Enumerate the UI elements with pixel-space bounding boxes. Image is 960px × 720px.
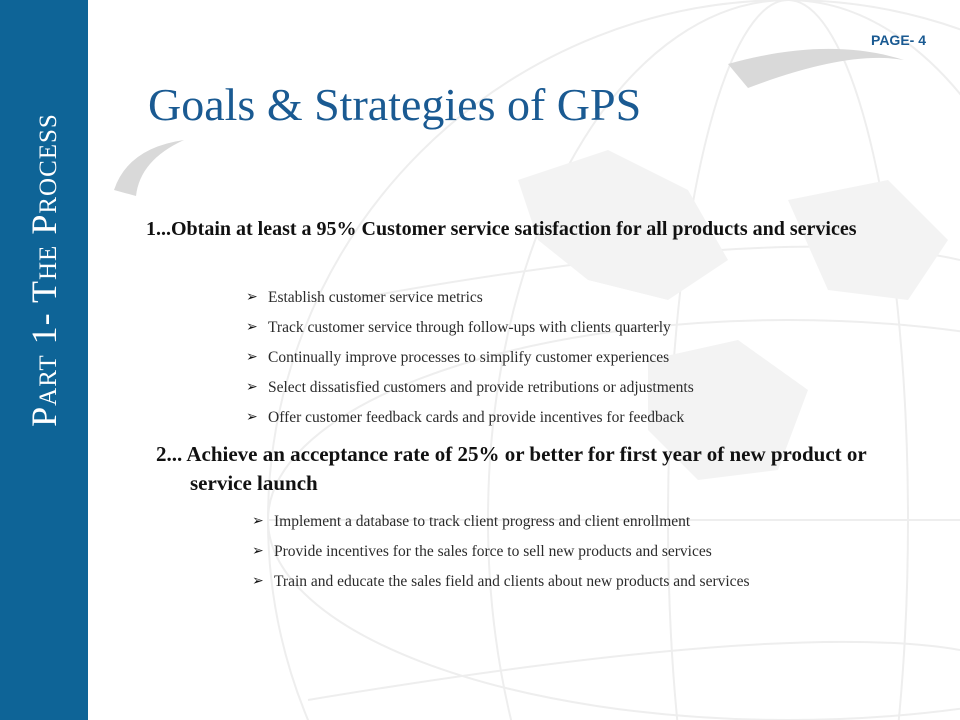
arrow-bullet-icon: ➢: [252, 544, 264, 559]
arrow-bullet-icon: ➢: [252, 514, 264, 529]
arrow-bullet-icon: ➢: [246, 380, 258, 395]
swoosh-icon: [728, 49, 904, 88]
list-item: ➢ Continually improve processes to simplify customer experiences: [246, 349, 670, 366]
list-item: ➢ Track customer service through follow-ups with clients quarterly: [246, 319, 671, 336]
page-number: PAGE- 4: [871, 32, 926, 48]
goal-2-heading: 2... Achieve an acceptance rate of 25% or better for first year of new product or service launch: [156, 442, 867, 495]
list-item: ➢ Establish customer service metrics: [246, 289, 483, 306]
list-item: ➢ Select dissatisfied customers and provide retributions or adjustments: [246, 379, 694, 396]
list-item: ➢ Implement a database to track client progress and client enrollment: [252, 513, 691, 530]
list-item: ➢ Offer customer feedback cards and provide incentives for feedback: [246, 409, 685, 426]
goal-1-heading: 1...Obtain at least a 95% Customer service satisfaction for all products and services: [146, 218, 857, 240]
arrow-bullet-icon: ➢: [252, 574, 264, 589]
arrow-bullet-icon: ➢: [246, 290, 258, 305]
arrow-bullet-icon: ➢: [246, 410, 258, 425]
goal-1-strategies: [246, 288, 886, 438]
goal-2-strategies: [252, 512, 852, 602]
arrow-bullet-icon: ➢: [246, 350, 258, 365]
arrow-bullet-icon: ➢: [246, 320, 258, 335]
swoosh-icon: [114, 140, 184, 196]
sidebar-title: Part 1- The Process: [24, 113, 64, 427]
page-title: Goals & Strategies of GPS: [148, 79, 642, 130]
list-item: ➢ Train and educate the sales field and clients about new products and services: [252, 573, 750, 590]
sidebar: [0, 0, 88, 720]
list-item: ➢ Provide incentives for the sales force to sell new products and services: [252, 543, 712, 560]
